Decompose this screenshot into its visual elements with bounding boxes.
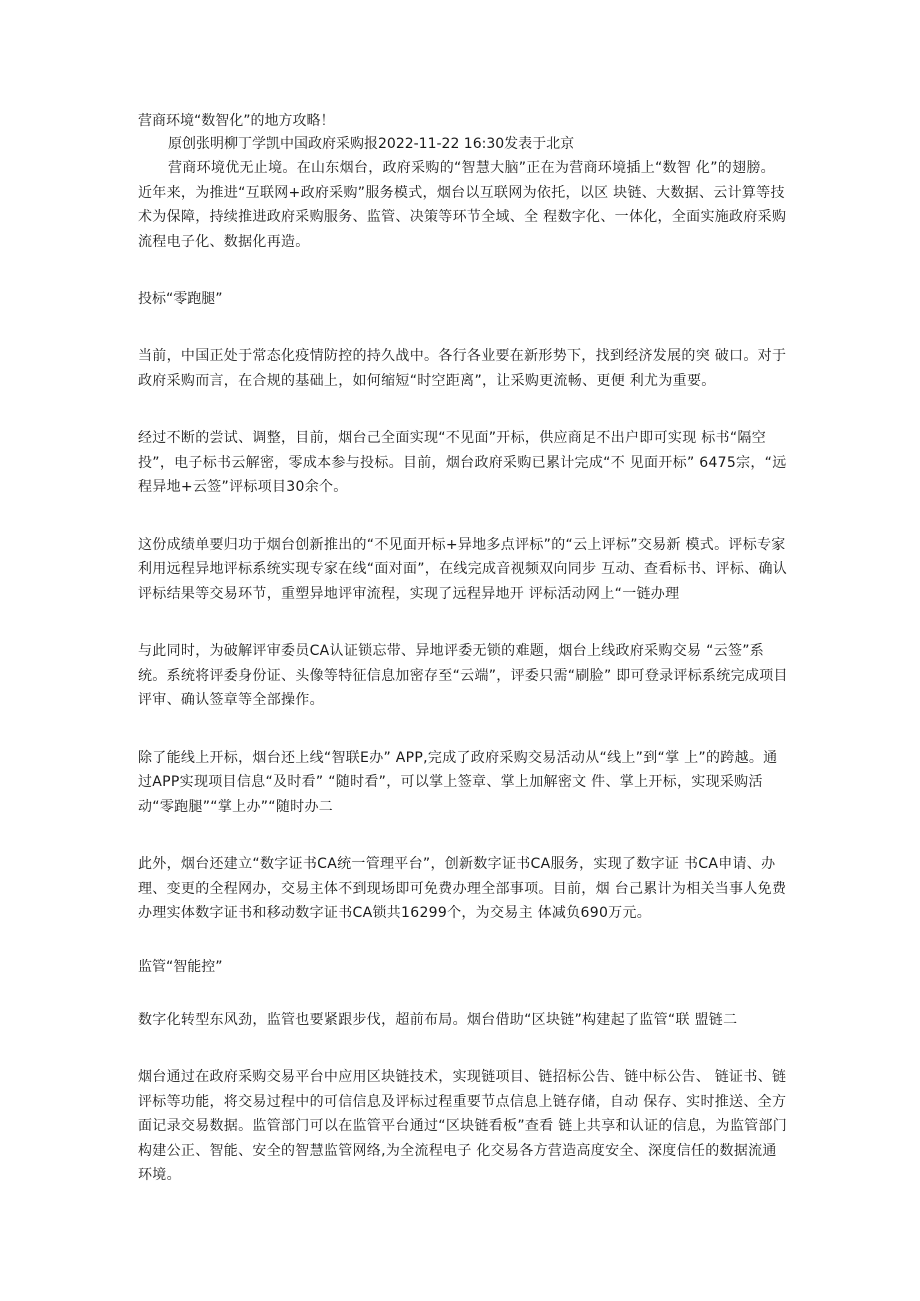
paragraph: 数字化转型东风劲，监管也要紧跟步伐，超前布局。烟台借助“区块链”构建起了监管“联 盟链二	[138, 1011, 738, 1028]
paragraph: 与此同时，为破解评审委员CA认证锁忘带、异地评委无锁的难题，烟台上线政府采购交易 “云签”系统。系统将评委身份证、头像等特征信息加密存至“云端”，评委只需“刷脸” 即可登录评标系统完成项目评审、确认签章等全部操作。	[138, 643, 788, 708]
paragraph: 此外，烟台还建立“数字证书CA统一管理平台”，创新数字证书CA服务，实现了数字证 书CA申请、办理、变更的全程网办，交易主体不到现场即可免费办理全部事项。目前，烟 台己累计为相关当事人免费办理实体数字证书和移动数字证书CA锁共16299个，为交易主 体减负690万元。	[138, 856, 787, 921]
section-heading-supervision: 监管“智能控”	[138, 958, 223, 975]
section-heading-bidding: 投标“零跑腿”	[138, 291, 223, 307]
paragraph: 除了能线上开标，烟台还上线“智联E办” APP,完成了政府采购交易活动从“线上”到“掌 上”的跨越。通过APP实现项目信息“及时看” “随时看”，可以掌上签章、掌上加解密文 件、掌上开标，实现采购活动“零跑腿”“掌上办”“随时办二	[138, 749, 778, 815]
paragraph: 烟台通过在政府采购交易平台中应用区块链技术，实现链项目、链招标公告、链中标公告、 链证书、链评标等功能，将交易过程中的可信信息及评标过程重要节点信息上链存储，自动 保存、实时推送、全方面记录交易数据。监管部门可以在监管平台通过“区块链看板”查看 链上共享和认证的信息，为监管部门构建公正、智能、安全的智慧监管网络,为全流程电子 化交易各方营造高度安全、深度信任的数据流通环境。	[138, 1069, 788, 1183]
paragraph: 这份成绩单要归功于烟台创新推出的“不见面开标+异地多点评标”的“云上评标”交易新 模式。评标专家利用远程异地评标系统实现专家在线“面对面”，在线完成音视频双向同步 互动、查看标书、评标、确认评标结果等交易环节，重塑异地评审流程，实现了远程异地开 评标活动网上“一链办理	[138, 536, 788, 602]
article	[138, 110, 788, 1188]
article-lead: 营商环境优无止境。在山东烟台，政府采购的“智慧大脑”正在为营商环境插上“数智 化”的翅膀。近年来，为推进“互联网+政府采购”服务模式，烟台以互联网为依托，以区 块链、大数据、云计算等技术为保障，持续推进政府采购服务、监管、决策等环节全域、全 程数字化、一体化，全面实施政府采购流程电子化、数据化再造。	[138, 160, 787, 250]
paragraph: 经过不断的尝试、调整，目前，烟台己全面实现“不见面”开标，供应商足不出户即可实现 标书“隔空投”，电子标书云解密，零成本参与投标。目前，烟台政府采购已累计完成“不 见面开标” 6475宗，“远程异地+云签”评标项目30余个。	[138, 430, 787, 495]
article-byline: 原创张明柳丁学凯中国政府采购报2022-11-22 16:30发表于北京	[168, 136, 575, 152]
paragraph: 当前，中国正处于常态化疫情防控的持久战中。各行各业要在新形势下，找到经济发展的突 破口。对于政府采购而言，在合规的基础上，如何缩短“时空距离”，让采购更流畅、更便 利尤为重要。	[138, 348, 787, 389]
article-title: 营商环境“数智化”的地方攻略！	[138, 113, 335, 129]
